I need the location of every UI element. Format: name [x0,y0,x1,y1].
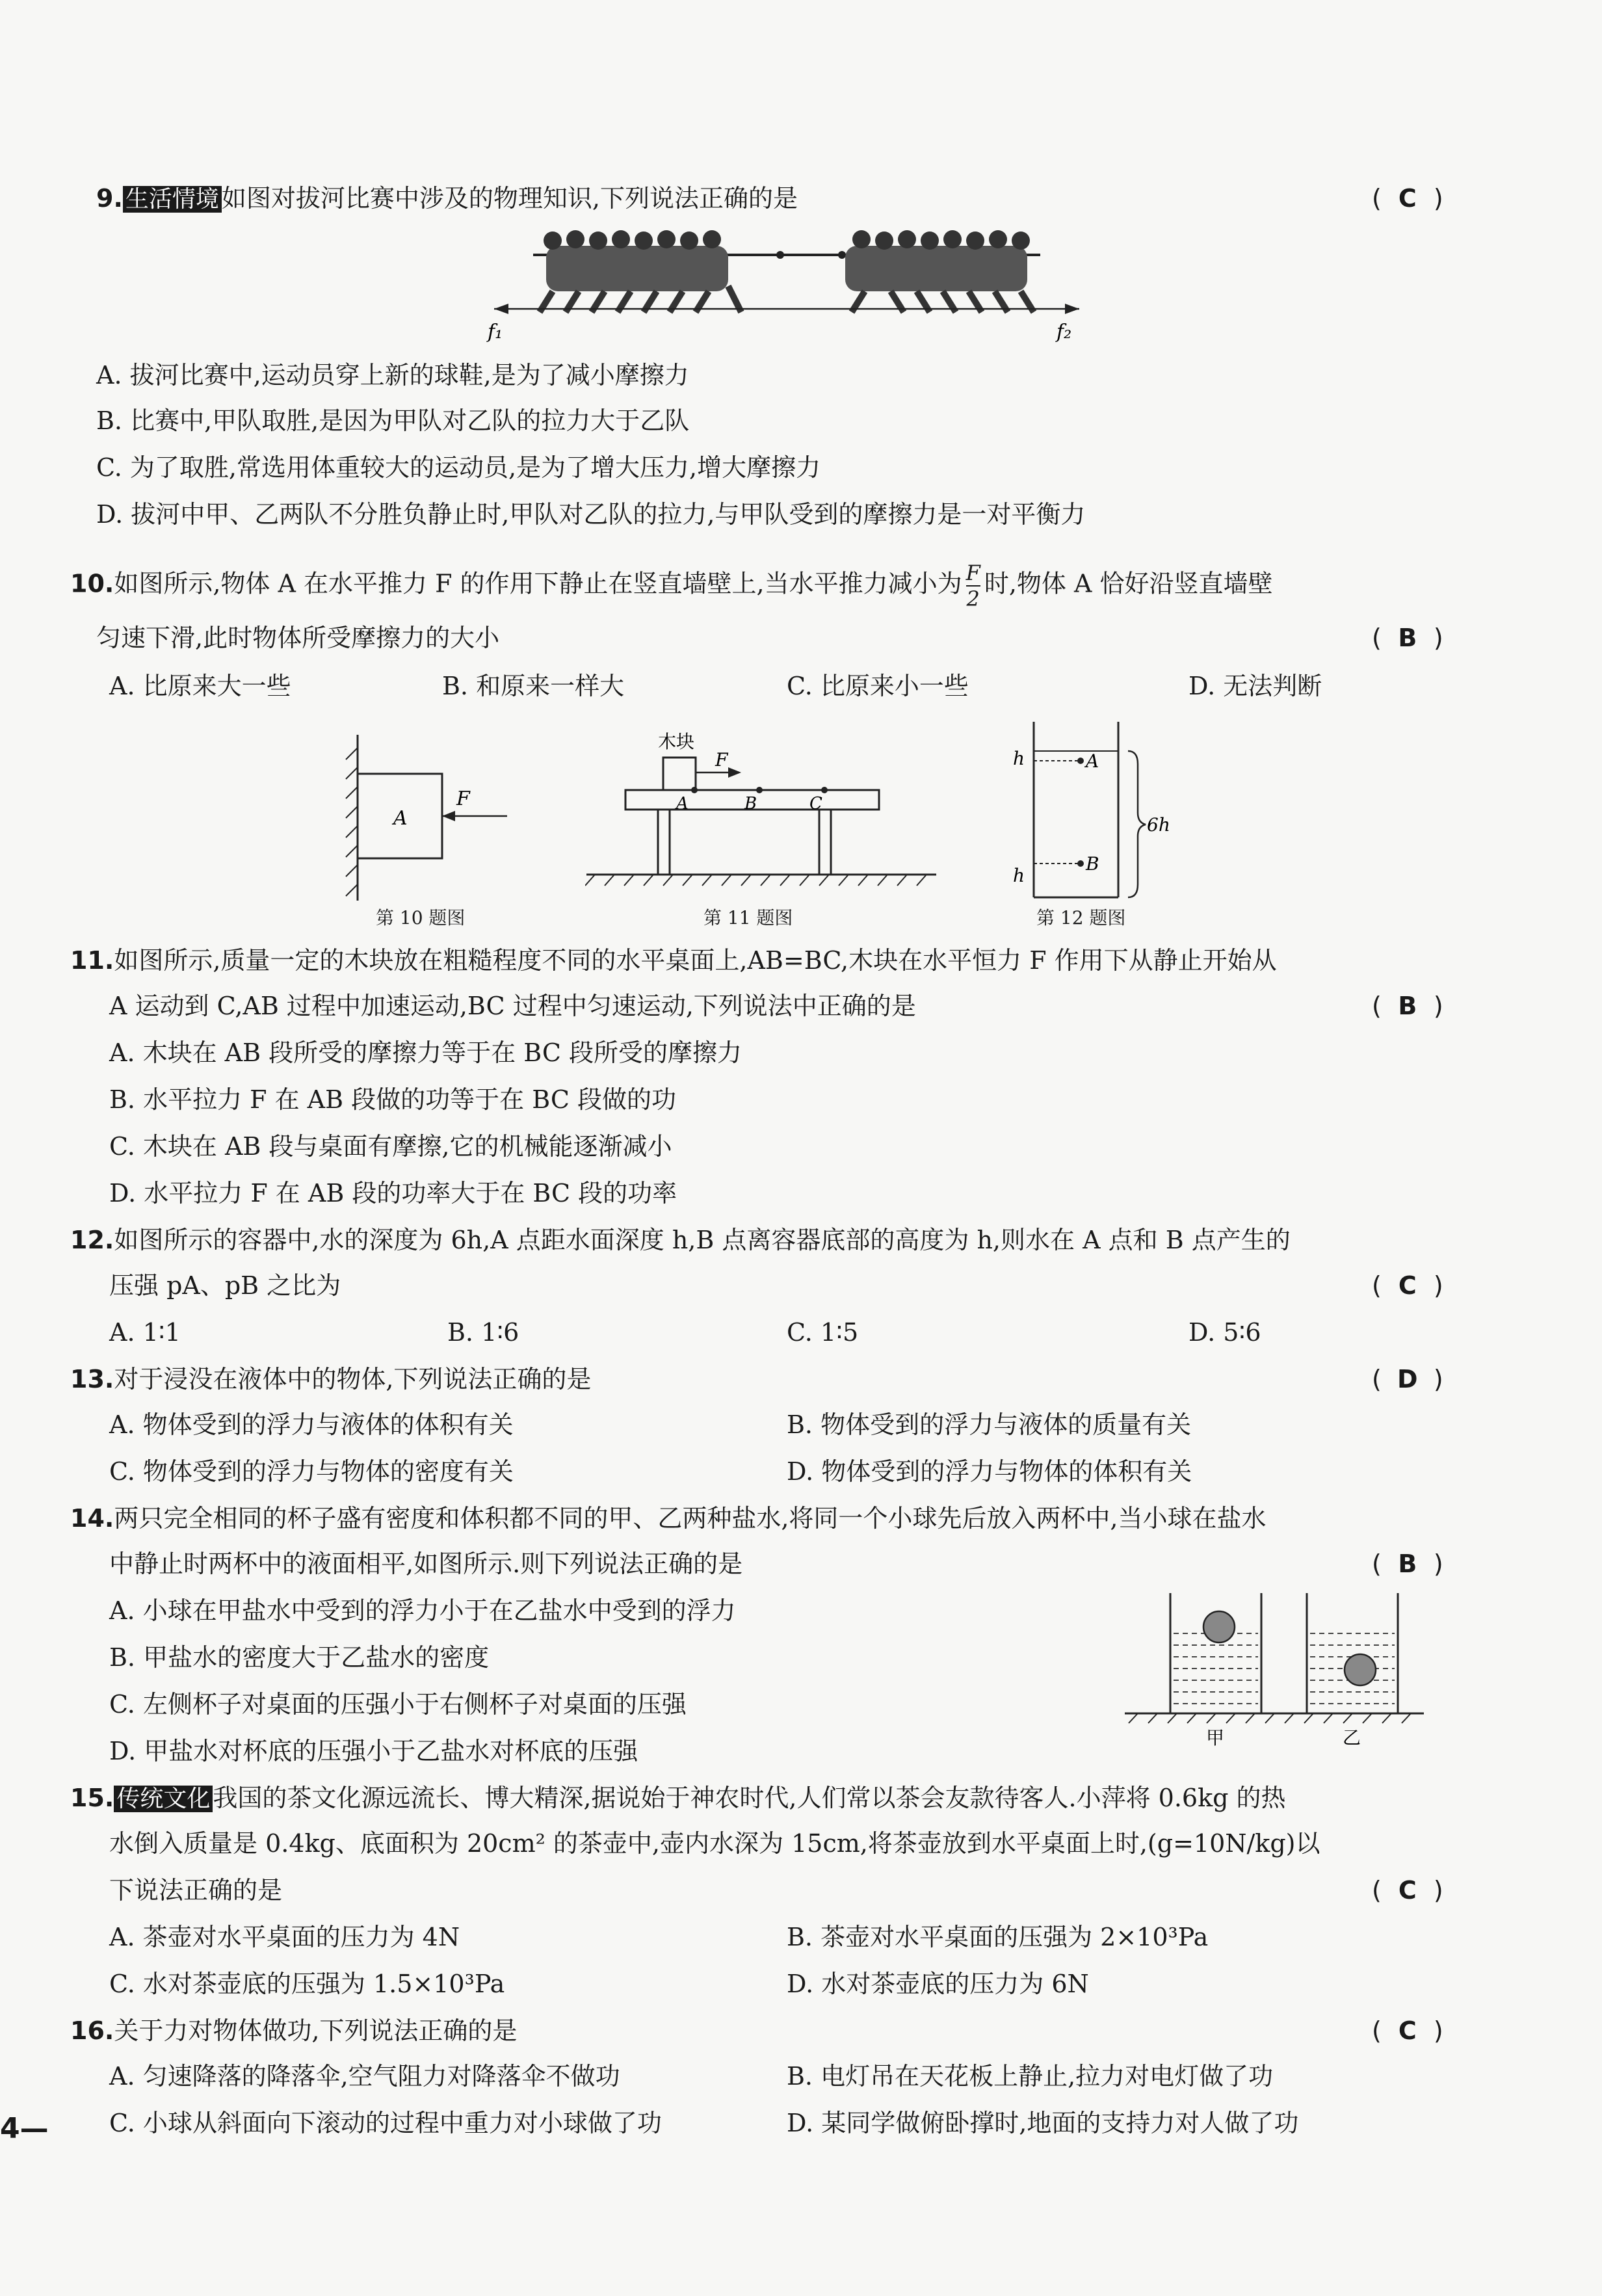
q13-option-a: A. 物体受到的浮力与液体的体积有关 [109,1410,514,1439]
figure-11-caption: 第 11 题图 [703,907,793,929]
q13-option-b: B. 物体受到的浮力与液体的质量有关 [787,1410,1192,1439]
svg-text:h: h [1013,748,1025,769]
q10-option-d: D. 无法判断 [1188,672,1322,700]
q15-option-a: A. 茶壶对水平桌面的压力为 4N [109,1923,460,1951]
q12-answer: ( C ) [1372,1271,1443,1300]
q14-option-c: C. 左侧杯子对桌面的压强小于右侧杯子对桌面的压强 [109,1690,687,1719]
q10-option-c: C. 比原来小一些 [787,672,969,700]
figure-10 [338,728,533,904]
q9-stem [96,182,798,216]
q12-option-c: C. 1∶5 [787,1318,859,1347]
q14-stem-line2: 中静止时两杯中的液面相平,如图所示.则下列说法正确的是 [109,1550,743,1578]
q14-option-b: B. 甲盐水的密度大于乙盐水的密度 [109,1643,490,1672]
svg-text:A: A [676,794,689,813]
q14-option-d: D. 甲盐水对杯底的压强小于乙盐水对杯底的压强 [109,1737,638,1765]
q11-stem-line2: A 运动到 C,AB 过程中加速运动,BC 过程中匀速运动,下列说法中正确的是 [109,992,916,1020]
q13-option-c: C. 物体受到的浮力与物体的密度有关 [109,1457,514,1486]
q9-number: 9. [96,184,123,213]
q9-option-c: C. 为了取胜,常选用体重较大的运动员,是为了增大压力,增大摩擦力 [96,453,821,482]
cup-jia-label: 甲 [1206,1727,1225,1748]
q11-stem-line1: 11.如图所示,质量一定的木块放在粗糙程度不同的水平桌面上,AB=BC,木块在水平恒力 F 作用下从静止开始从 [70,946,1277,975]
q14-stem-line1: 14.两只完全相同的杯子盛有密度和体积都不同的甲、乙两种盐水,将同一个小球先后放入两杯中,当小球在盐水 [70,1504,1267,1533]
q16-option-b: B. 电灯吊在天花板上静止,拉力对电灯做了功 [787,2062,1274,2091]
q9-option-a: A. 拔河比赛中,运动员穿上新的球鞋,是为了减小摩擦力 [96,361,689,389]
page-number: 4— [0,2112,49,2145]
svg-text:B: B [744,794,757,813]
q15-answer: ( C ) [1372,1876,1443,1905]
q15-option-c: C. 水对茶壶底的压强为 1.5×10³Pa [109,1970,505,1998]
q14-option-a: A. 小球在甲盐水中受到的浮力小于在乙盐水中受到的浮力 [109,1596,736,1625]
ball-right [1345,1654,1376,1685]
q10-option-b: B. 和原来一样大 [442,672,625,700]
f2-label: f₂ [1057,321,1072,343]
q15-option-d: D. 水对茶壶底的压力为 6N [787,1970,1089,1998]
figure-12-caption: 第 12 题图 [1036,907,1126,929]
q15-stem-line3: 下说法正确的是 [109,1876,283,1905]
q9-option-b: B. 比赛中,甲队取胜,是因为甲队对乙队的拉力大于乙队 [96,406,690,435]
q15-tag: 传统文化 [114,1786,213,1812]
q10-answer: ( B ) [1372,624,1443,652]
q10-option-a: A. 比原来大一些 [109,672,291,700]
figure-10-caption: 第 10 题图 [376,907,466,929]
q11-option-a: A. 木块在 AB 段所受的摩擦力等于在 BC 段所受的摩擦力 [109,1038,742,1067]
q12-option-b: B. 1∶6 [447,1318,519,1347]
q9-answer: ( C ) [1372,184,1443,213]
q16-option-a: A. 匀速降落的降落伞,空气阻力对降落伞不做功 [109,2062,620,2091]
q10-stem-line1: 10.如图所示,物体 A 在水平推力 F 的作用下静止在竖直墙壁上,当水平推力减小为 $\frac{F}{2}$ 时,物体 A 恰好沿竖直墙壁 [70,561,1273,611]
q15-option-b: B. 茶壶对水平桌面的压强为 2×10³Pa [787,1923,1209,1951]
q10-number: 10. [70,569,114,598]
q10-stem-line2: 匀速下滑,此时物体所受摩擦力的大小 [96,624,500,652]
cup-yi-label: 乙 [1343,1727,1361,1748]
q9-tag: 生活情境 [123,186,222,213]
q11-option-d: D. 水平拉力 F 在 AB 段的功率大于在 BC 段的功率 [109,1179,677,1207]
team-right-figure [845,230,1034,312]
q16-answer: ( C ) [1372,2016,1443,2045]
svg-text:B: B [1086,853,1099,875]
q16-stem: 16.关于力对物体做功,下列说法正确的是 [70,2016,518,2045]
q10-fraction: $\frac{F}{2}$ [965,561,980,611]
q15-stem-line2: 水倒入质量是 0.4kg、底面积为 20cm² 的茶壶中,壶内水深为 15cm,将茶壶放到水平桌面上时,(g=10N/kg)以 [109,1829,1320,1858]
q12-option-d: D. 5∶6 [1188,1318,1261,1347]
q11-option-c: C. 木块在 AB 段与桌面有摩擦,它的机械能逐渐减小 [109,1132,672,1161]
wood-block [663,758,696,790]
q13-option-d: D. 物体受到的浮力与物体的体积有关 [787,1457,1192,1486]
svg-text:h: h [1013,865,1025,886]
tug-of-war-figure [481,221,1092,345]
q12-stem-line1: 12.如图所示的容器中,水的深度为 6h,A 点距水面深度 h,B 点离容器底部的高度为 h,则水在 A 点和 B 点产生的 [70,1226,1291,1254]
figure-11 [585,728,949,894]
q15-stem-line1: 15. 传统文化 我国的茶文化源远流长、博大精深,据说始于神农时代,人们常以茶会友款待客人.小萍将 0.6kg 的热 [70,1784,1286,1812]
q16-option-d: D. 某同学做俯卧撑时,地面的支持力对人做了功 [787,2109,1299,2137]
svg-text:A: A [1086,750,1099,772]
svg-text:A: A [393,807,408,830]
q11-answer: ( B ) [1372,992,1443,1020]
svg-text:F: F [456,787,470,810]
q13-stem: 13.对于浸没在液体中的物体,下列说法正确的是 [70,1365,592,1393]
svg-text:C: C [809,794,822,813]
q12-stem-line2: 压强 pA、pB 之比为 [109,1271,341,1300]
q11-option-b: B. 水平拉力 F 在 AB 段做的功等于在 BC 段做的功 [109,1085,676,1114]
q16-option-c: C. 小球从斜面向下滚动的过程中重力对小球做了功 [109,2109,662,2137]
f1-label: f₁ [488,321,503,343]
ball-left [1203,1611,1235,1643]
q14-answer: ( B ) [1372,1550,1443,1578]
team-left-figure [540,230,741,312]
figure-14-cups [1125,1593,1424,1749]
figure-12 [1008,722,1190,904]
q9-stem-text: 如图对拔河比赛中涉及的物理知识,下列说法正确的是 [221,184,798,213]
svg-text:F: F [715,749,728,771]
svg-text:木块: 木块 [658,731,695,752]
svg-text:6h: 6h [1147,814,1170,836]
q13-answer: ( D ) [1372,1365,1443,1393]
q9-option-d: D. 拔河中甲、乙两队不分胜负静止时,甲队对乙队的拉力,与甲队受到的摩擦力是一对平衡力 [96,500,1086,529]
q12-option-a: A. 1∶1 [109,1318,181,1347]
